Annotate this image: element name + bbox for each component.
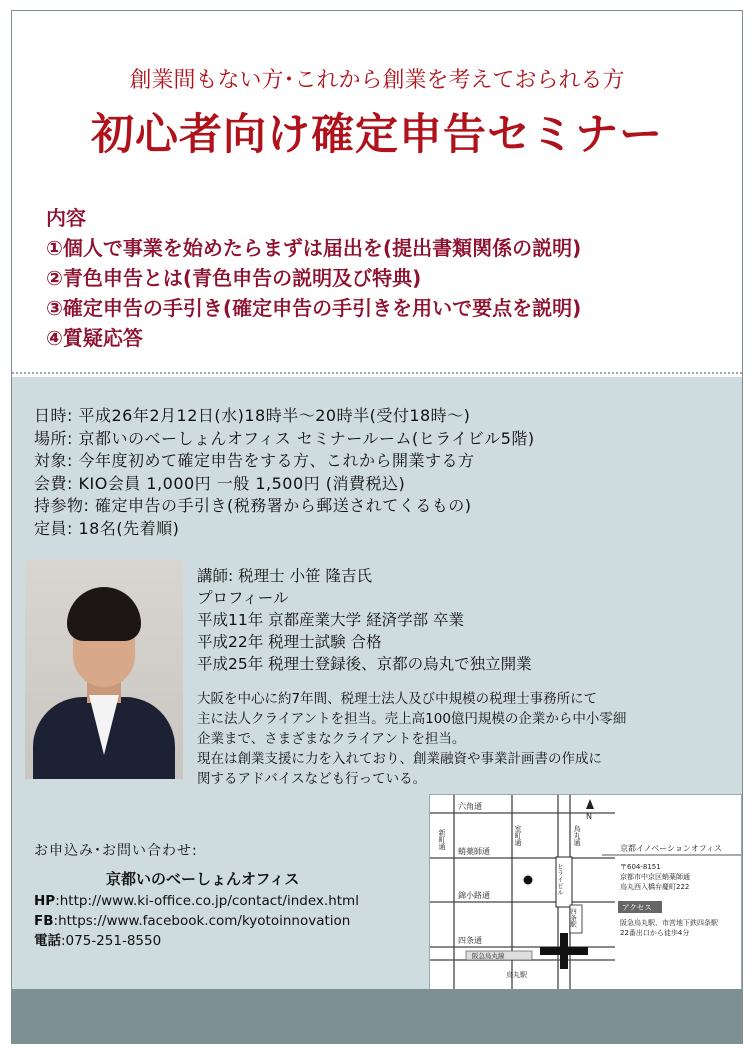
bio-line: 関するアドバイスなども行っている。 [197, 771, 427, 787]
office-marker-icon [524, 876, 533, 885]
detail-capacity: 定員: 18名(先着順) [34, 518, 180, 538]
photo-hair [67, 587, 141, 641]
bio-line: 現在は創業支援に力を入れており、創業融資や事業計画書の作成に [197, 751, 602, 767]
contact-label: お申込み･お問い合わせ: [34, 843, 198, 859]
map-north: N [586, 812, 592, 821]
detail-bring: 持参物: 確定申告の手引き(税務署から郵送されてくるもの) [34, 496, 472, 515]
profile-line: 平成25年 税理士登録後、京都の烏丸で独立開業 [197, 655, 532, 673]
flyer-page [11, 10, 743, 1044]
detail-fee: 会費: KIO会員 1,000円 一般 1,500円 (消費税込) [34, 473, 406, 493]
tel-label: 電話 [34, 933, 61, 949]
header-section [12, 11, 742, 371]
contact-block [34, 841, 434, 951]
contents-list [46, 203, 736, 353]
map-address: 京都市中京区蛸薬師通 [620, 873, 690, 881]
bio-line: 企業まで、さまざまなクライアントを担当。 [197, 731, 466, 747]
map-access-label: アクセス [622, 903, 652, 912]
bio-line: 大阪を中心に約7年間、税理士法人及び中規模の税理士事務所にて [197, 691, 598, 707]
contents-item: ③確定申告の手引き(確定申告の手引きを用いで要点を説明) [46, 296, 582, 320]
dotted-divider [12, 372, 742, 374]
profile-line: 平成22年 税理士試験 合格 [197, 633, 382, 651]
map-road-label: 室町通 [514, 825, 522, 846]
map-postal: 〒604-8151 [620, 863, 661, 871]
contact-org: 京都いのべーしょんオフィス [106, 870, 300, 888]
page-title: 初心者向け確定申告セミナー [91, 110, 663, 160]
profile-line: 平成11年 京都産業大学 経済学部 卒業 [197, 611, 465, 629]
map-road-label: 錦小路通 [458, 891, 490, 900]
map-office-name: 京都イノベーションオフィス [620, 844, 722, 853]
map-access: 阪急烏丸駅、市営地下鉄四条駅 [620, 919, 718, 927]
map-road-label: 四条通 [458, 936, 482, 945]
map-station: 烏丸駅 [506, 971, 527, 979]
footer-band [12, 989, 742, 1044]
detail-place: 場所: 京都いのべーしょんオフィス セミナールーム(ヒライビル5階) [34, 428, 535, 448]
subtitle: 創業間もない方･これから創業を考えておられる方 [129, 68, 625, 93]
station-cross-v [560, 933, 568, 969]
map-road-label: 六角通 [458, 802, 482, 811]
contents-item: ④質疑応答 [46, 326, 143, 350]
contact-tel [34, 931, 434, 951]
lecturer-name: 講師: 税理士 小笹 隆吉氏 [197, 567, 373, 585]
tel-number: :075-251-8550 [61, 933, 162, 949]
fb-label: FB [34, 913, 54, 929]
bio-line: 主に法人クライアントを担当。売上高100億円規模の企業から中小零細 [197, 711, 627, 727]
detail-datetime: 日時: 平成26年2月12日(水)18時半～20時半(受付18時～) [34, 406, 471, 425]
profile-heading: プロフィール [197, 589, 289, 607]
contact-fb[interactable] [34, 911, 434, 931]
north-arrow-icon [586, 799, 594, 809]
map-building: ヒライビル [556, 863, 564, 896]
map-road-label: 新町通 [438, 829, 446, 850]
hp-link[interactable]: :http://www.ki-office.co.jp/contact/index.html [55, 893, 359, 909]
info-panel [12, 377, 742, 1044]
contents-heading: 内容 [46, 206, 86, 230]
map-svg [430, 795, 742, 1002]
detail-target: 対象: 今年度初めて確定申告をする方、これから開業する方 [34, 451, 475, 470]
lecturer-profile [197, 565, 637, 675]
hp-label: HP [34, 893, 56, 909]
map-station: 阪急烏丸線 [472, 952, 505, 960]
event-details [34, 405, 724, 540]
map-address: 烏丸西入橋弁慶町222 [620, 883, 690, 891]
contents-item: ②青色申告とは(青色申告の説明及び特典) [46, 266, 422, 290]
map-access: 22番出口から徒歩4分 [620, 929, 690, 937]
contact-hp[interactable] [34, 891, 434, 911]
access-map [429, 794, 742, 1002]
map-road-label: 蛸薬師通 [458, 847, 490, 856]
lecturer-photo [25, 559, 183, 779]
map-road-label: 烏丸通 [573, 825, 581, 846]
lecturer-bio [197, 689, 732, 789]
fb-link[interactable]: :https://www.facebook.com/kyotoinnovation [53, 913, 351, 929]
map-station: 四条駅 [569, 908, 577, 928]
contents-item: ①個人で事業を始めたらまずは届出を(提出書類関係の説明) [46, 236, 582, 260]
